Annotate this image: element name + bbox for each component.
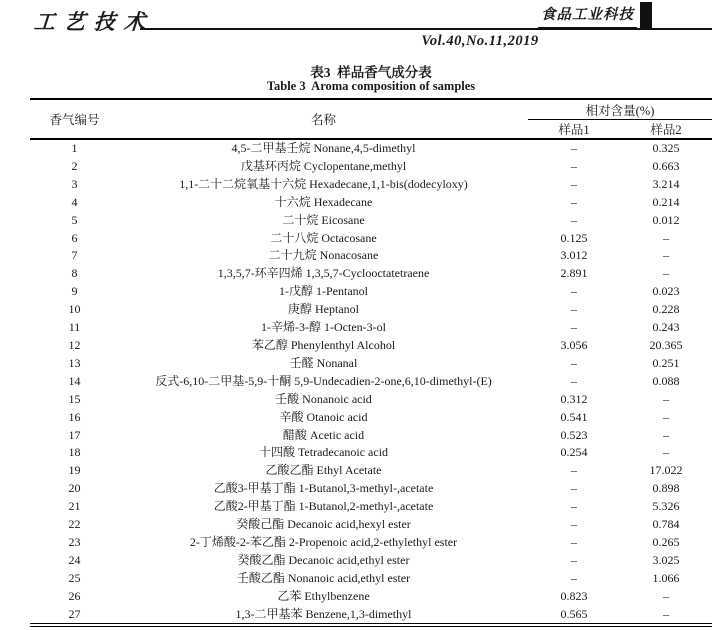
aroma-number-cell: 4 bbox=[71, 194, 78, 209]
table-row bbox=[30, 462, 712, 480]
sample1-value-cell: – bbox=[571, 355, 577, 370]
table-row bbox=[30, 480, 712, 498]
sample1-value-cell: – bbox=[571, 302, 577, 317]
table-row bbox=[30, 409, 712, 427]
compound-name-cell: 醋酸 Acetic acid bbox=[282, 427, 365, 442]
header-sample1: 样品1 bbox=[558, 123, 590, 137]
sample1-value-cell: 3.056 bbox=[560, 337, 588, 352]
aroma-table bbox=[30, 98, 712, 627]
journal-logo-bar bbox=[640, 2, 652, 30]
table-row bbox=[30, 265, 712, 283]
table-row bbox=[30, 444, 712, 462]
compound-name-cell: 二十八烷 Octacosane bbox=[270, 230, 377, 245]
aroma-number-cell: 9 bbox=[71, 284, 78, 299]
sample1-value-cell: 0.823 bbox=[560, 588, 588, 603]
compound-name-cell: 十四酸 Tetradecanoic acid bbox=[258, 445, 389, 460]
sample2-value-cell: 20.365 bbox=[649, 337, 683, 352]
sample1-value-cell: – bbox=[571, 499, 577, 514]
table-row bbox=[30, 570, 712, 588]
compound-name-cell: 反式-6,10-二甲基-5,9-十酮 5,9-Undecadien-2-one,6,10-dimethyl-(E) bbox=[155, 373, 492, 388]
sample1-value-cell: 0.541 bbox=[560, 409, 588, 424]
sample2-value-cell: 0.088 bbox=[652, 373, 680, 388]
aroma-number-cell: 15 bbox=[68, 391, 81, 406]
section-masthead: 工艺技术 bbox=[33, 10, 155, 34]
compound-name-cell: 癸酸己酯 Decanoic acid,hexyl ester bbox=[236, 517, 411, 532]
table-row bbox=[30, 516, 712, 534]
aroma-number-cell: 11 bbox=[68, 320, 81, 335]
compound-name-cell: 辛酸 Otanoic acid bbox=[279, 409, 368, 424]
sample1-value-cell: – bbox=[571, 570, 577, 585]
sample1-value-cell: – bbox=[571, 534, 577, 549]
sample2-value-cell: 0.663 bbox=[652, 158, 680, 173]
sample2-value-cell: 0.214 bbox=[652, 194, 680, 209]
sample1-value-cell: – bbox=[571, 463, 577, 478]
compound-name-cell: 庚醇 Heptanol bbox=[288, 302, 359, 317]
table-row bbox=[30, 319, 712, 337]
compound-name-cell: 二十烷 Eicosane bbox=[282, 212, 365, 227]
table-row bbox=[30, 373, 712, 391]
table-title-en: Table 3 Aroma composition of samples bbox=[266, 79, 476, 93]
aroma-number-cell: 7 bbox=[71, 248, 78, 263]
table-row bbox=[30, 247, 712, 265]
table-row bbox=[30, 391, 712, 409]
aroma-number-cell: 1 bbox=[71, 141, 78, 155]
compound-name-cell: 苯乙醇 Phenylenthyl Alcohol bbox=[251, 337, 396, 352]
sample2-value-cell: – bbox=[663, 230, 669, 245]
sample2-value-cell: 0.325 bbox=[652, 141, 680, 155]
sample2-value-cell: 3.214 bbox=[652, 176, 680, 191]
sample2-value-cell: 0.251 bbox=[652, 355, 680, 370]
sample1-value-cell: – bbox=[571, 176, 577, 191]
aroma-number-cell: 12 bbox=[68, 337, 81, 352]
compound-name-cell: 壬醛 Nonanal bbox=[289, 355, 358, 370]
compound-name-cell: 1-辛烯-3-醇 1-Octen-3-ol bbox=[261, 320, 386, 335]
sample1-value-cell: 0.125 bbox=[560, 230, 588, 245]
sample2-value-cell: 0.265 bbox=[652, 534, 680, 549]
compound-name-cell: 1,3,5,7-环辛四烯 1,3,5,7-Cyclooctatetraene bbox=[217, 266, 430, 281]
aroma-number-cell: 27 bbox=[68, 606, 81, 621]
table-row bbox=[30, 194, 712, 212]
aroma-number-cell: 5 bbox=[71, 212, 78, 227]
compound-name-cell: 癸酸乙酯 Decanoic acid,ethyl ester bbox=[237, 552, 410, 567]
sample1-value-cell: – bbox=[571, 194, 577, 209]
sample2-value-cell: – bbox=[663, 409, 669, 424]
sample2-value-cell: 0.243 bbox=[652, 320, 680, 335]
aroma-number-cell: 2 bbox=[71, 158, 78, 173]
aroma-number-cell: 24 bbox=[68, 552, 81, 567]
table-row bbox=[30, 552, 712, 570]
sample1-value-cell: 0.254 bbox=[560, 445, 588, 460]
compound-name-cell: 壬酸 Nonanoic acid bbox=[275, 391, 372, 406]
sample1-value-cell: 0.312 bbox=[560, 391, 588, 406]
sample2-value-cell: 0.898 bbox=[652, 481, 680, 496]
sample1-value-cell: 3.012 bbox=[560, 248, 588, 263]
table-title-cn: 表3 样品香气成分表 bbox=[310, 65, 432, 80]
aroma-number-cell: 23 bbox=[68, 534, 81, 549]
table-row bbox=[30, 606, 712, 626]
volume-issue: Vol.40,No.11,2019 bbox=[421, 33, 539, 49]
sample1-value-cell: – bbox=[571, 552, 577, 567]
sample2-value-cell: – bbox=[663, 391, 669, 406]
aroma-table-header bbox=[30, 99, 712, 139]
table-row bbox=[30, 355, 712, 373]
compound-name-cell: 二十九烷 Nonacosane bbox=[268, 248, 379, 263]
sample1-value-cell: – bbox=[571, 141, 577, 155]
compound-name-cell: 2-丁烯酸-2-苯乙酯 2-Propenoic acid,2-ethylethyl ester bbox=[189, 534, 458, 549]
compound-name-cell: 1-戊醇 1-Pentanol bbox=[279, 284, 368, 299]
journal-logo: 食品工业科技 bbox=[538, 3, 637, 29]
aroma-number-cell: 25 bbox=[68, 570, 81, 585]
compound-name-cell: 乙酸2-甲基丁酯 1-Butanol,2-methyl-,acetate bbox=[213, 499, 434, 514]
table-row bbox=[30, 230, 712, 248]
table-row bbox=[30, 534, 712, 552]
sample1-value-cell: – bbox=[571, 481, 577, 496]
aroma-number-cell: 10 bbox=[68, 302, 81, 317]
table-row bbox=[30, 337, 712, 355]
aroma-number-cell: 8 bbox=[71, 266, 78, 281]
header-aroma-number: 香气编号 bbox=[49, 113, 100, 127]
aroma-number-cell: 22 bbox=[68, 517, 81, 532]
aroma-number-cell: 14 bbox=[68, 373, 81, 388]
aroma-number-cell: 19 bbox=[68, 463, 81, 478]
sample2-value-cell: 1.066 bbox=[652, 570, 680, 585]
aroma-number-cell: 18 bbox=[68, 445, 81, 460]
aroma-number-cell: 16 bbox=[68, 409, 81, 424]
table-row bbox=[30, 498, 712, 516]
table-row bbox=[30, 301, 712, 319]
header-compound-name: 名称 bbox=[310, 113, 336, 127]
sample2-value-cell: 0.228 bbox=[652, 302, 680, 317]
aroma-number-cell: 26 bbox=[68, 588, 81, 603]
aroma-number-cell: 21 bbox=[68, 499, 81, 514]
compound-name-cell: 1,1-二十二烷氧基十六烷 Hexadecane,1,1-bis(dodecyloxy) bbox=[179, 176, 468, 191]
aroma-table-body bbox=[30, 139, 712, 625]
sample1-value-cell: – bbox=[571, 158, 577, 173]
sample2-value-cell: – bbox=[663, 248, 669, 263]
sample2-value-cell: 17.022 bbox=[649, 463, 683, 478]
aroma-number-cell: 13 bbox=[68, 355, 81, 370]
compound-name-cell: 1,3-二甲基苯 Benzene,1,3-dimethyl bbox=[235, 606, 412, 621]
sample1-value-cell: – bbox=[571, 373, 577, 388]
table-row bbox=[30, 588, 712, 606]
header-relative-content: 相对含量(%) bbox=[528, 99, 712, 120]
compound-name-cell: 戊基环丙烷 Cyclopentane,methyl bbox=[240, 158, 407, 173]
sample2-value-cell: – bbox=[663, 606, 669, 621]
compound-name-cell: 十六烷 Hexadecane bbox=[274, 194, 373, 209]
aroma-number-cell: 20 bbox=[68, 481, 81, 496]
compound-name-cell: 壬酸乙酯 Nonanoic acid,ethyl ester bbox=[236, 570, 411, 585]
sample1-value-cell: 0.565 bbox=[560, 606, 588, 621]
aroma-number-cell: 17 bbox=[68, 427, 81, 442]
sample2-value-cell: 3.025 bbox=[652, 552, 680, 567]
sample2-value-cell: 5.326 bbox=[652, 499, 680, 514]
table-row bbox=[30, 212, 712, 230]
sample1-value-cell: – bbox=[571, 212, 577, 227]
sample1-value-cell: 2.891 bbox=[560, 266, 588, 281]
sample2-value-cell: 0.023 bbox=[652, 284, 680, 299]
table-row bbox=[30, 176, 712, 194]
compound-name-cell: 乙苯 Ethylbenzene bbox=[277, 588, 370, 603]
compound-name-cell: 乙酸3-甲基丁酯 1-Butanol,3-methyl-,acetate bbox=[213, 481, 434, 496]
sample1-value-cell: – bbox=[571, 320, 577, 335]
header-sample2: 样品2 bbox=[650, 123, 682, 137]
sample2-value-cell: – bbox=[663, 266, 669, 281]
sample2-value-cell: – bbox=[663, 588, 669, 603]
table-row bbox=[30, 427, 712, 445]
sample1-value-cell: – bbox=[571, 284, 577, 299]
compound-name-cell: 乙酸乙酯 Ethyl Acetate bbox=[265, 463, 382, 478]
sample2-value-cell: 0.784 bbox=[652, 517, 680, 532]
sample1-value-cell: 0.523 bbox=[560, 427, 588, 442]
sample2-value-cell: – bbox=[663, 427, 669, 442]
table-row bbox=[30, 283, 712, 301]
table-row bbox=[30, 139, 712, 158]
table-row bbox=[30, 158, 712, 176]
sample2-value-cell: – bbox=[663, 445, 669, 460]
aroma-number-cell: 3 bbox=[71, 176, 78, 191]
sample2-value-cell: 0.012 bbox=[652, 212, 680, 227]
aroma-number-cell: 6 bbox=[71, 230, 78, 245]
compound-name-cell: 4,5-二甲基壬烷 Nonane,4,5-dimethyl bbox=[231, 141, 416, 155]
sample1-value-cell: – bbox=[571, 517, 577, 532]
